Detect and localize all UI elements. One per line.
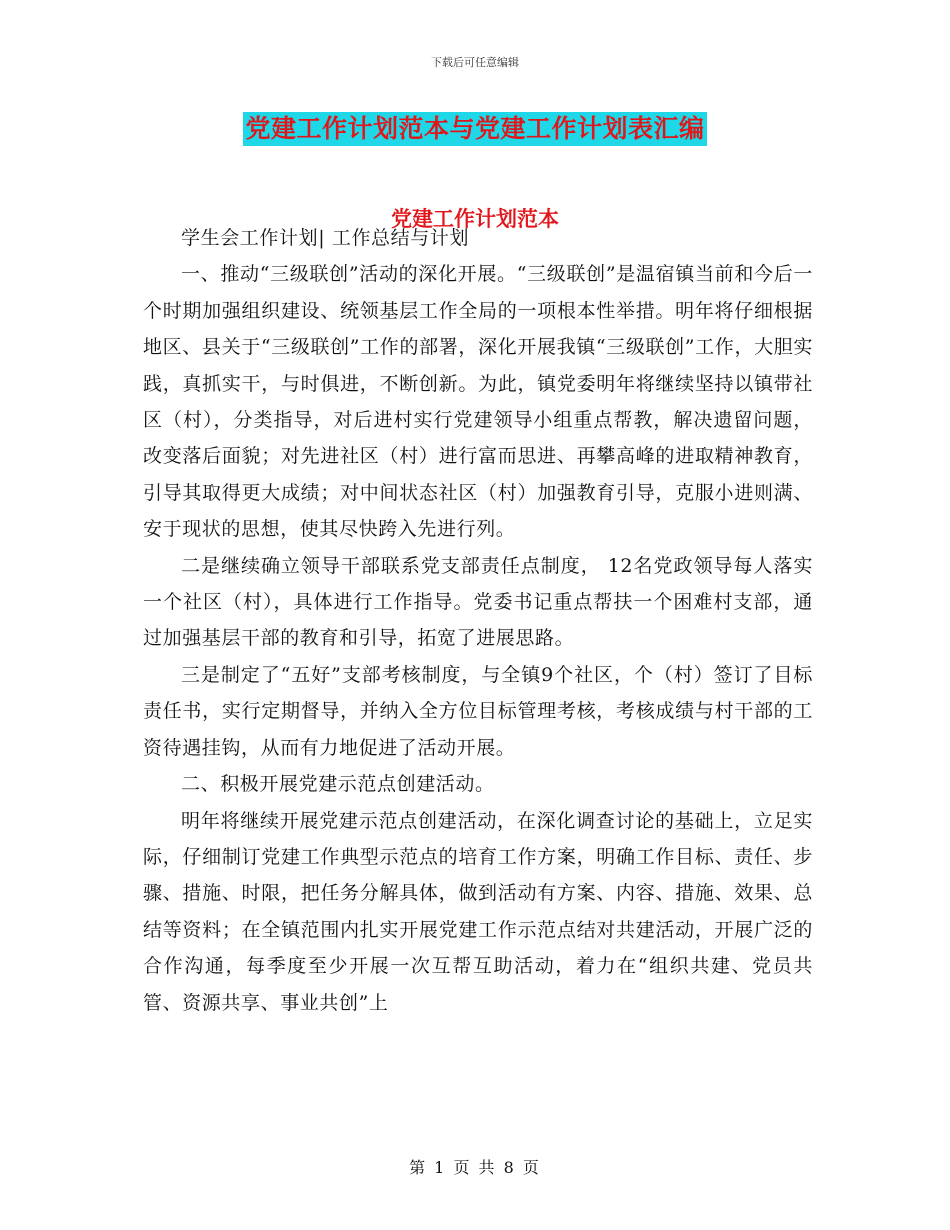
paragraph: 二是继续确立领导干部联系党支部责任点制度， 12名党政领导每人落实一个社区（村），具体进行工作指导。党委书记重点帮扶一个困难村支部，通过加强基层干部的教育和引导，拓宽了进展思路。 [143,554,813,650]
page-footer: 第 1 页 共 8 页 [409,1158,541,1177]
paragraph: 一、推动“三级联创”活动的深化开展。“三级联创”是温宿镇当前和今后一个时期加强组织建设、统领基层工作全局的一项根本性举措。明年将仔细根据地区、县关于“三级联创”工作的部署，深化开展我镇“三级联创”工作，大胆实践，真抓实干，与时俱进，不断创新。为此，镇党委明年将继续坚持以镇带社区（村），分类指导，对后进村实行党建领导小组重点帮教，解决遗留问题，改变落后面貌；对先进社区（村）进行富而思进、再攀高峰的进取精神教育，引导其取得更大成绩；对中间状态社区（村）加强教育引导，克服小进则满、安于现状的思想，使其尽快跨入先进行列。 [143,263,813,541]
section-title: 党建工作计划范本 [391,206,559,231]
paragraph: 三是制定了“五好”支部考核制度，与全镇9个社区，个（村）签订了目标责任书，实行定期督导，并纳入全方位目标管理考核，考核成绩与村干部的工资待遇挂钩，从而有力地促进了活动开展。 [143,663,813,759]
header-note: 下载后可任意编辑 [431,56,519,69]
paragraph: 二、积极开展党建示范点创建活动。 [181,773,495,796]
doc-title-container [0,112,950,146]
document-title: 党建工作计划范本与党建工作计划表汇编 [243,112,706,146]
paragraph: 明年将继续开展党建示范点创建活动，在深化调查讨论的基础上，立足实际，仔细制订党建工作典型示范点的培育工作方案，明确工作目标、责任、步骤、措施、时限，把任务分解具体，做到活动有方案、内容、措施、效果、总结等资料；在全镇范围内扎实开展党建工作示范点结对共建活动，开展广泛的合作沟通，每季度至少开展一次互帮互助活动，着力在“组织共建、党员共管、资源共享、事业共创”上 [143,809,813,1014]
document-body [143,220,813,1021]
paragraph: 学生会工作计划| 工作总结与计划 [181,227,470,249]
